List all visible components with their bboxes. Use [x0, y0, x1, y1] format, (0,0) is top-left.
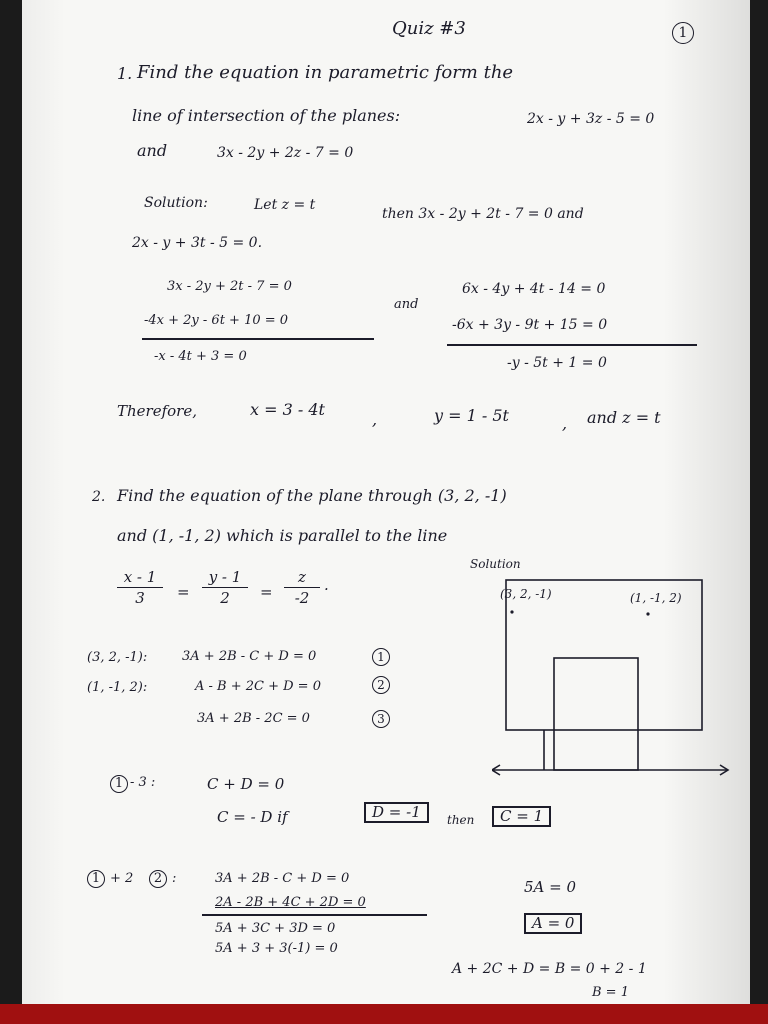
right-work-row1: 6x - 4y + 4t - 14 = 0 — [462, 281, 606, 297]
step1-equation: C + D = 0 — [207, 775, 285, 793]
sum-row1: 3A + 2B - C + D = 0 — [215, 871, 350, 886]
step1-c-relation: C = - D if — [217, 808, 288, 826]
page-number-badge: 1 — [672, 22, 694, 44]
step2-tag-a: 1 — [87, 870, 105, 888]
boxed-c-value: C = 1 — [492, 806, 551, 827]
step2-colon: : — [172, 871, 177, 886]
left-work-rule — [142, 338, 374, 340]
paper-sheet — [22, 0, 750, 1004]
y-parametric: y = 1 - 5t — [434, 406, 509, 425]
step2-tag-b: 2 — [149, 870, 167, 888]
plane2-equation: 3x - 2y + 2z - 7 = 0 — [217, 145, 354, 161]
and-word: and — [137, 141, 168, 160]
tag-1: 1 — [372, 648, 390, 666]
second-equation: 2x - y + 3t - 5 = 0. — [132, 235, 263, 251]
fraction-x-num: x - 1 — [123, 568, 157, 586]
point2-equation: A - B + 2C + D = 0 — [195, 679, 321, 694]
fraction-y-num: y - 1 — [208, 568, 242, 586]
fraction-z-den: -2 — [294, 589, 310, 607]
point-dot-2 — [646, 612, 649, 615]
sum-rule — [202, 914, 427, 916]
problem2-number: 2. — [92, 489, 106, 505]
period: . — [324, 576, 329, 594]
five-a-equation: 5A = 0 — [524, 878, 577, 896]
x-parametric: x = 3 - 4t — [250, 400, 325, 419]
right-work-row2: -6x + 3y - 9t + 15 = 0 — [452, 317, 608, 333]
problem1-text-line2: line of intersection of the planes: — [132, 106, 401, 125]
fraction-z — [284, 568, 320, 607]
problem1-number: 1. — [117, 64, 133, 83]
therefore-label: Therefore, — [117, 402, 197, 420]
comma-1: , — [372, 410, 378, 429]
middle-and: and — [394, 297, 419, 312]
b-result: B = 1 — [592, 985, 629, 1000]
step1-tag-a: 1 — [110, 775, 128, 793]
then-statement: then 3x - 2y + 2t - 7 = 0 and — [382, 206, 584, 222]
right-work-result: -y - 5t + 1 = 0 — [507, 355, 607, 371]
left-work-result: -x - 4t + 3 = 0 — [154, 349, 247, 364]
equals-2: = — [260, 583, 273, 601]
z-parametric: and z = t — [587, 408, 661, 427]
right-work-rule — [447, 344, 697, 346]
quiz-title: Quiz #3 — [392, 18, 466, 39]
problem2-text-line1: Find the equation of the plane through (3, 2, -1) — [117, 486, 507, 505]
background-edge — [0, 1004, 768, 1024]
let-statement: Let z = t — [254, 197, 316, 213]
boxed-a-value: A = 0 — [524, 913, 582, 934]
step1-label: - 3 : — [130, 775, 156, 790]
tag-3: 3 — [372, 710, 390, 728]
problem2-text-line2: and (1, -1, 2) which is parallel to the line — [117, 526, 448, 545]
then-word: then — [447, 813, 475, 827]
plane1-equation: 2x - y + 3z - 5 = 0 — [527, 111, 655, 127]
equals-1: = — [177, 583, 190, 601]
point-dot-1 — [510, 610, 513, 613]
point1-equation: 3A + 2B - C + D = 0 — [182, 649, 317, 664]
point1-label: (3, 2, -1): — [87, 650, 148, 665]
fraction-x — [117, 568, 163, 607]
sum-row3: 5A + 3C + 3D = 0 — [215, 921, 336, 936]
sum-row4: 5A + 3 + 3(-1) = 0 — [215, 941, 338, 956]
equation-3: 3A + 2B - 2C = 0 — [197, 711, 310, 726]
diagram-point2: (1, -1, 2) — [630, 591, 682, 605]
fraction-y-den: 2 — [220, 589, 230, 607]
step2-plus: + 2 — [110, 871, 134, 886]
comma-2: , — [562, 414, 568, 433]
b-calculation: A + 2C + D = B = 0 + 2 - 1 — [452, 961, 647, 977]
fraction-z-num: z — [298, 568, 306, 586]
plane-sketch — [492, 570, 730, 780]
problem1-text-line1: Find the equation in parametric form the — [137, 62, 514, 83]
tag-2: 2 — [372, 676, 390, 694]
diagram-point1: (3, 2, -1) — [500, 587, 552, 601]
left-work-row2: -4x + 2y - 6t + 10 = 0 — [144, 313, 289, 328]
solution-label: Solution: — [144, 195, 208, 211]
point2-label: (1, -1, 2): — [87, 680, 148, 695]
left-work-row1: 3x - 2y + 2t - 7 = 0 — [167, 279, 292, 294]
fraction-x-den: 3 — [135, 589, 145, 607]
inner-plane-rect — [554, 658, 638, 770]
boxed-d-value: D = -1 — [364, 802, 429, 823]
fraction-y — [202, 568, 248, 607]
sum-row2: 2A - 2B + 4C + 2D = 0 — [215, 895, 366, 910]
solution-label-2: Solution — [470, 557, 521, 571]
